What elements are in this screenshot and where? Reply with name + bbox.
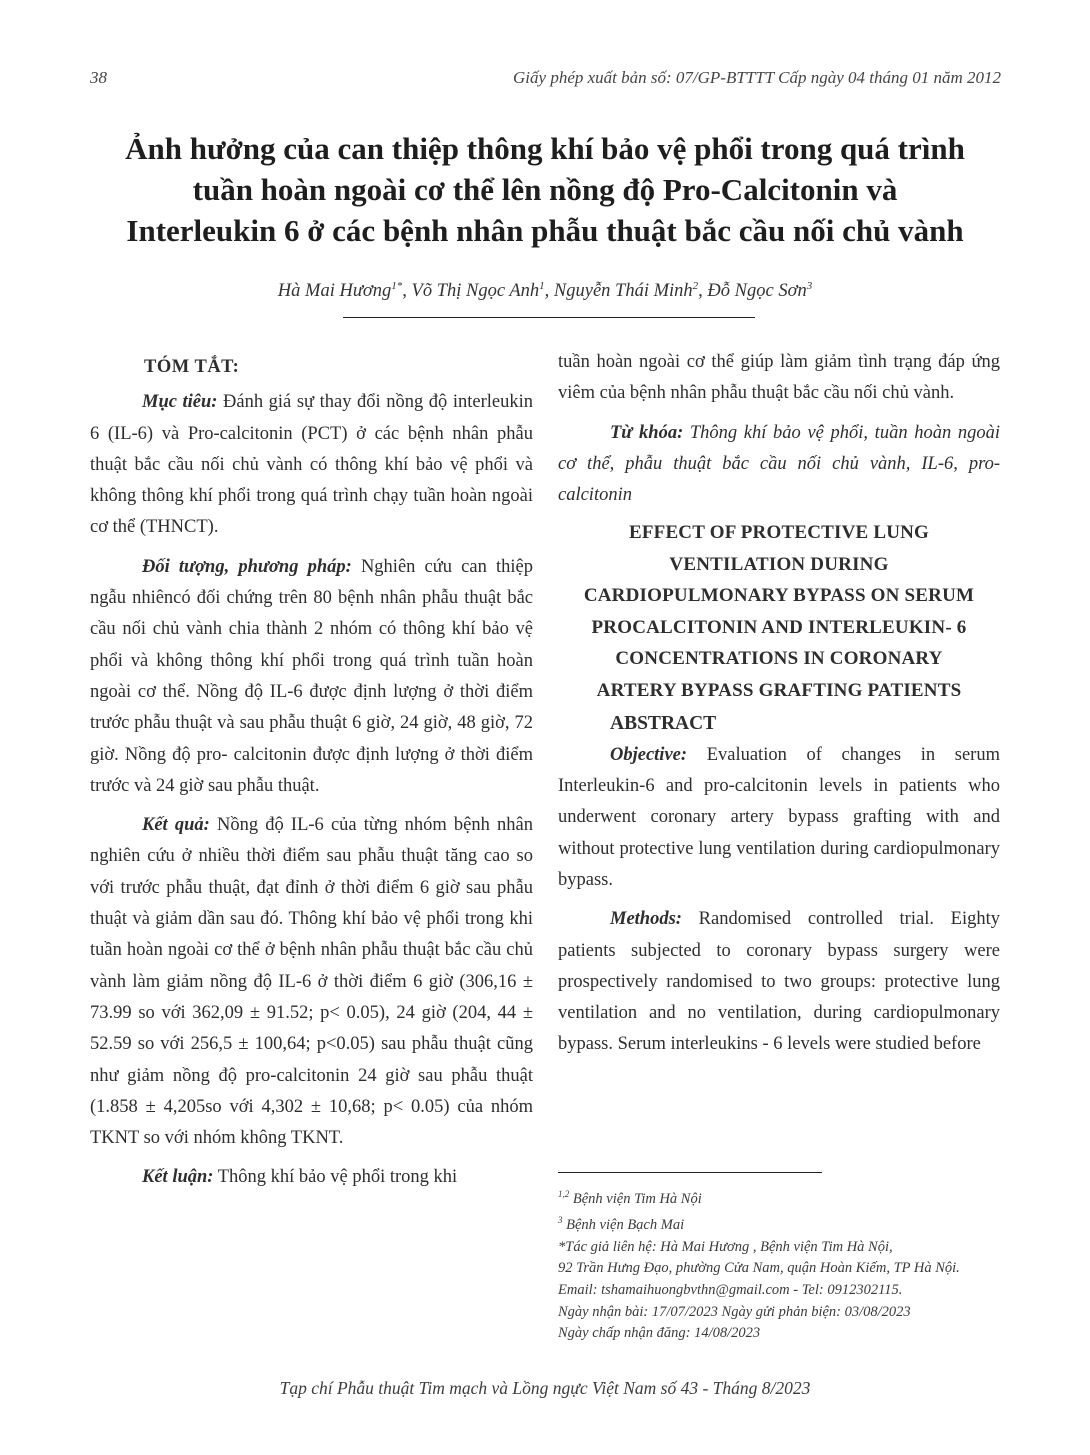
author-affiliation: 2 [692,280,699,292]
results-paragraph: Kết quả: Nồng độ IL-6 của từng nhóm bệnh nhân nghiên cứu ở nhiều thời điểm sau phẫu thuật tăng cao so với trước phẫu thuật, đạt đỉnh ở thời điểm 6 giờ sau phẫu thuật và giảm dần sau đó. Thông khí bảo vệ phổi trong khi tuần hoàn ngoài cơ thể ở bệnh nhân phẫu thuật bắc cầu chủ vành làm giảm nồng độ IL-6 ở thời điểm 6 giờ (306,16 ± 73.99 so với 362,09 ± 91.52; p< 0.05), 24 giờ (204, 44 ± 52.59 so với 256,5 ± 100,64; p<0.05) sau phẫu thuật cũng như giảm nồng độ pro-calcitonin 24 giờ sau phẫu thuật (1.858 ± 4,205so với 4,302 ± 10,68; p< 0.05) của nhóm TKNT so với nhóm không TKNT. [90,815,534,1149]
english-title-line: CARDIOPULMONARY BYPASS ON SERUM [583,585,975,607]
methods-paragraph: Đối tượng, phương pháp: Nghiên cứu can thiệp ngẫu nhiêncó đối chứng trên 80 bệnh nhân phẫu thuật bắc cầu nối chủ vành chia thành 2 nhóm có thông khí bảo vệ phổi và không thông khí phổi trong quá trình tuần hoàn ngoài cơ thể. Nồng độ IL-6 được định lượng ở thời điểm trước phẫu thuật và sau phẫu thuật 6 giờ, 24 giờ, 48 giờ, 72 giờ. Nồng độ pro- calcitonin được định lượng ở thời điểm trước và 24 giờ sau phẫu thuật. [90,556,533,796]
footnote-affiliation: $^{1,2}$ Bệnh viện Tim Hà Nội [558,1189,702,1207]
objective-label: Mục tiêu: [142,392,218,413]
footnote-accepted: Ngày chấp nhận đăng: 14/08/2023 [558,1325,761,1342]
summary-heading: TÓM TẮT: [144,357,240,377]
author-list: Hà Mai Hương$^{1*}$, Võ Thị Ngọc Anh$^1$, Nguyễn Thái Minh$^2$, Đỗ Ngọc Sơn$^3$ [277,280,813,302]
author-name: Võ Thị Ngọc Anh [411,281,540,302]
methods-en-label: Methods: [610,909,682,930]
title-divider [343,317,755,318]
journal-footer: Tạp chí Phẫu thuật Tim mạch và Lồng ngực Việt Nam số 43 - Tháng 8/2023 [279,1378,811,1398]
english-title [558,517,1000,706]
conclusion-label: Kết luận: [142,1167,214,1188]
objective-en-paragraph: Objective: Evaluation of changes in serum Interleukin-6 and pro-calcitonin levels in patients who underwent coronary artery bypass grafting with and without protective lung ventilation during cardiopulmonary bypass. [558,744,1000,890]
footnote-email: Email: tshamaihuongbvthn@gmail.com - Tel: 0912302115. [558,1282,903,1299]
footnote-address: 92 Trần Hưng Đạo, phường Cửa Nam, quận Hoàn Kiếm, TP Hà Nội. [558,1260,960,1277]
page-number: 38 [90,68,107,87]
author-affiliation: 1* [391,280,403,292]
publication-permit: Giấy phép xuất bản số: 07/GP-BTTTT Cấp ngày 04 tháng 01 năm 2012 [513,68,1001,87]
right-column [558,347,1000,1061]
title-line: Ảnh hưởng của can thiệp thông khí bảo vệ phổi trong quá trình [125,131,965,166]
article-title [60,128,1030,251]
english-title-line: EFFECT OF PROTECTIVE LUNG [628,522,930,544]
author-name: Đỗ Ngọc Sơn [707,281,807,302]
footnotes [558,1184,1008,1345]
author-name: Nguyễn Thái Minh [553,281,693,302]
author-affiliation: 3 [806,280,813,292]
keywords-label: Từ khóa: [610,422,684,443]
objective-en-label: Objective: [610,744,688,765]
keywords-paragraph: Từ khóa: Thông khí bảo vệ phổi, tuần hoàn ngoài cơ thể, phẫu thuật bắc cầu nối chủ vành, IL-6, pro-calcitonin [558,422,1000,506]
english-title-line: VENTILATION DURING [669,553,889,575]
footnote-dates: Ngày nhận bài: 17/07/2023 Ngày gửi phản biện: 03/08/2023 [558,1303,911,1320]
methods-label: Đối tượng, phương pháp: [142,556,352,577]
footnote-divider [558,1172,822,1173]
author-affiliation: 1 [539,280,545,292]
title-line: Interleukin 6 ở các bệnh nhân phẫu thuật bắc cầu nối chủ vành [126,213,964,248]
conclusion-continued: tuần hoàn ngoài cơ thể giúp làm giảm tình trạng đáp ứng viêm của bệnh nhân phẫu thuật bắc cầu nối chủ vành. [558,352,1000,404]
title-line: tuần hoàn ngoài cơ thể lên nồng độ Pro-Calcitonin và [192,172,898,207]
objective-paragraph: Mục tiêu: Đánh giá sự thay đổi nồng độ interleukin 6 (IL-6) và Pro-calcitonin (PCT) ở các bệnh nhân phẫu thuật bắc cầu nối chủ vành có thông khí bảo vệ phổi và không thông khí phổi trong quá trình chạy tuần hoàn ngoài cơ thể (THNCT). [90,392,533,538]
english-title-line: CONCENTRATIONS IN CORONARY [615,648,943,670]
methods-en-paragraph: Methods: Randomised controlled trial. Eighty patients subjected to coronary bypass surgery were prospectively randomised to two groups: protective lung ventilation and no ventilation, during cardiopulmonary bypass. Serum interleukins - 6 levels were studied before [558,909,1000,1055]
conclusion-paragraph: Kết luận: Thông khí bảo vệ phổi trong khi [142,1167,458,1188]
abstract-heading: ABSTRACT [610,713,717,735]
left-column [90,352,533,1194]
english-title-line: ARTERY BYPASS GRAFTING PATIENTS [596,679,962,701]
footnote-affiliation: $^3$ Bệnh viện Bạch Mai [558,1215,685,1234]
results-label: Kết quả: [142,815,210,836]
author-name: Hà Mai Hương [277,281,392,302]
english-title-line: PROCALCITONIN AND INTERLEUKIN- 6 [591,616,967,638]
footnote-contact: *Tác giả liên hệ: Hà Mai Hương , Bệnh viện Tim Hà Nội, [558,1238,893,1255]
